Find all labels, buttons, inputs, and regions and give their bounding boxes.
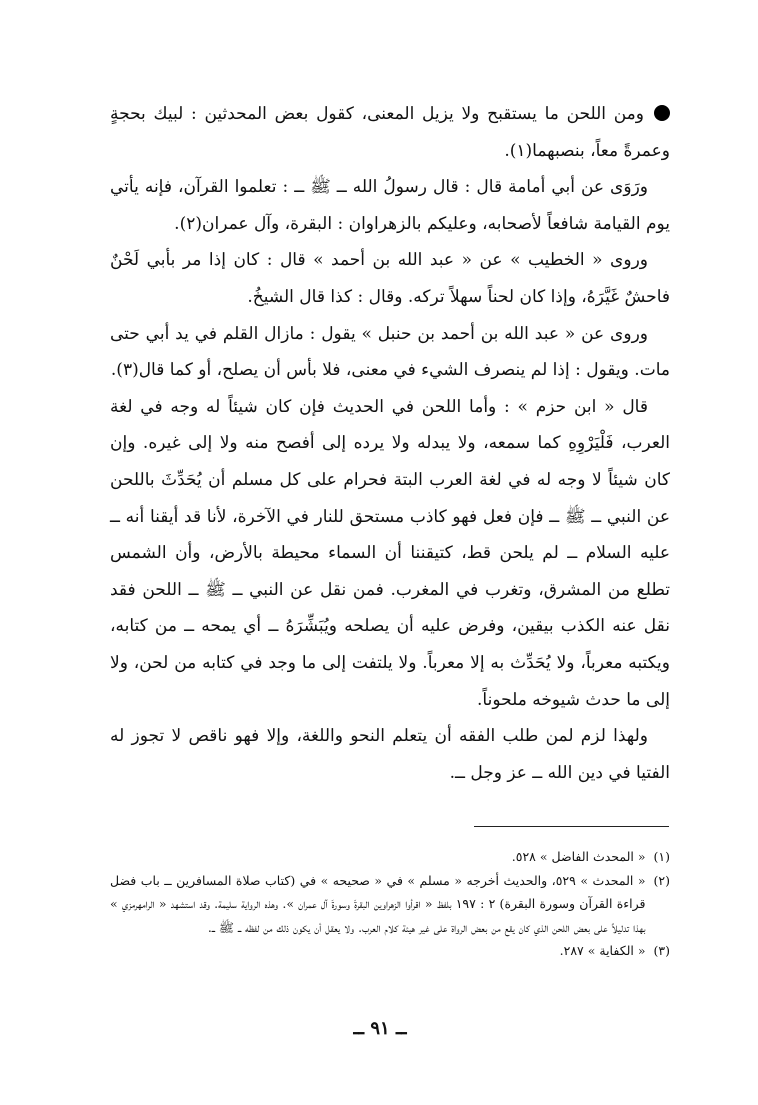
footnote-text: « الكفاية » ٢٨٧. — [559, 943, 646, 958]
main-text — [110, 96, 670, 791]
paragraph-6: ولهذا لزم لمن طلب الفقه أن يتعلم النحو واللغة، وإلا فهو ناقص لا تجوز له الفتيا في دين الله ــ عز وجل ــ. — [110, 726, 670, 783]
page-number: ــ ٩١ ــ — [353, 1018, 407, 1039]
paragraph-5: قال « ابن حزم » : وأما اللحن في الحديث فإن كان شيئاً له وجه في لغة العرب، فَلْيَرْوِهِ كما سمعه، ولا يبدله ولا يرده إلى أفصح منه ولا إلى غيره. وإن كان شيئاً لا وجه له في لغة العرب البتة فحرام على كل مسلم أن يُحَدِّثَ باللحن عن النبي ــ ﷺ ــ فإن فعل فهو كاذب مستحق للنار في الآخرة، لأنا قد أيقنا أنه ــ عليه السلام ــ لم يلحن قط، كتيقننا أن السماء محيطة بالأرض، وأن الشمس تطلع من المشرق، وتغرب في المغرب. فمن نقل عن النبي ــ ﷺ ــ اللحن فقد نقل عنه الكذب بيقين، وفرض عليه أن يصلحه ويُبَشِّرَهُ ــ أي يمحه ــ من كتابه، ويكتبه معرباً، ولا يُحَدِّث به إلا معرباً. ولا يلتفت إلى ما وجد في كتابه من لحن، ولا إلى ما حدث شيوخه ملحوناً. — [110, 396, 670, 710]
bullet-icon — [654, 105, 670, 121]
footnote-text: « المحدث » ٥٢٩، والحديث أخرجه « مسلم » في « صحيحه » في (كتاب صلاة المسافرين ــ باب فضل قراءة القرآن وسورة البقرة) ٢ : ١٩٧ بلفظ « اقرأوا الزهراوين البقرةَ وسورةَ آل عمران ». وهذه الرواية سليمة. وقد استشهد « الرامهرمزي » بهذا تدليلاً على بعض اللحن الذي كان يقع من بعض الرواة على غير هيئة كلام العرب. ولا يعقل أن يكون ذلك من لفظه ــ ﷺ ــ. — [110, 872, 646, 935]
paragraph-1 — [110, 96, 670, 169]
footnote-3 — [110, 939, 670, 963]
paragraph-3: وروى « الخطيب » عن « عبد الله بن أحمد » قال : كان إذا مر بأبي لَحْنٌ فاحشٌ غَيَّرَهُ، وإذا كان لحناً سهلاً تركه. وقال : كذا قال الشيخُ. — [110, 250, 670, 307]
footnotes — [110, 845, 670, 963]
footnote-number: (٢) — [653, 872, 670, 888]
footnote-text: « المحدث الفاضل » ٥٢٨. — [511, 849, 646, 864]
paragraph-4: وروى عن « عبد الله بن أحمد بن حنبل » يقول : مازال القلم في يد أبي حتى مات. ويقول : إذا لم ينصرف الشيء في معنى، فلا بأس أن يصلح، أو كما قال(٣). — [110, 323, 670, 381]
footnote-divider — [474, 826, 669, 827]
footnote-number: (١) — [653, 849, 670, 864]
paragraph-2: ورَوَى عن أبي أمامة قال : قال رسولُ الله ــ ﷺ ــ : تعلموا القرآن، فإنه يأتي يوم القيامة شافعاً لأصحابه، وعليكم بالزهراوان : البقرة، وآل عمران(٢). — [110, 177, 670, 234]
paragraph-1-text: ومن اللحن ما يستقبح ولا يزيل المعنى، كقول بعض المحدثين : لبيك بحجةٍ وعمرةً معاً، بنصبهما(١). — [110, 104, 670, 161]
footnote-1 — [110, 845, 670, 869]
footnote-2 — [110, 869, 670, 940]
footnote-number: (٣) — [653, 943, 670, 958]
